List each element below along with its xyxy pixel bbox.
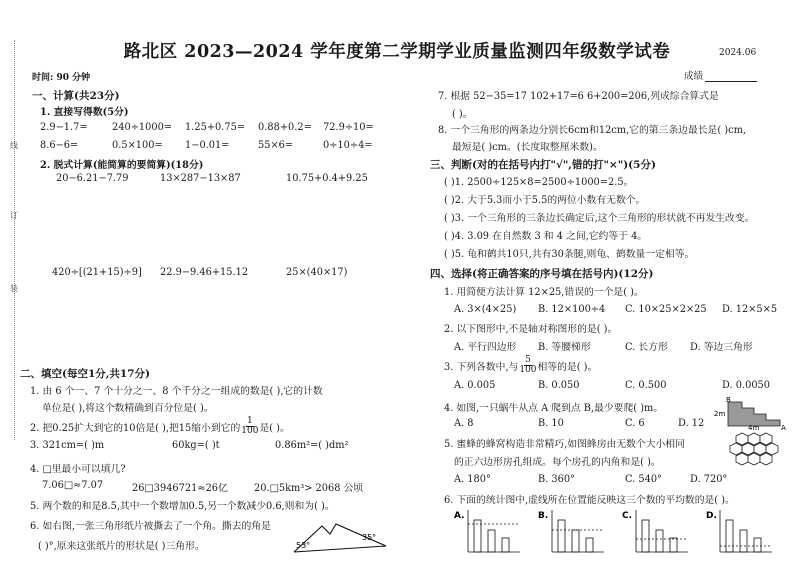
- choice-q3-text-a: 3. 下列各数中,与: [444, 361, 519, 373]
- fill-q1-line2: 单位是( ),将这个数精确到百分位是( )。: [42, 403, 214, 414]
- chart-c-label: C.: [622, 511, 633, 521]
- calc-1-4: 0.88+0.2=: [258, 122, 312, 133]
- exam-title: 路北区 2023—2024 学年度第二学期学业质量监测四年级数学试卷: [123, 42, 671, 62]
- score-field: [684, 68, 757, 82]
- choice-q1: 1. 用简便方法计算 12×25,错误的一个是( )。: [444, 287, 644, 298]
- choice-q2-a: A. 平行四边形: [454, 342, 517, 353]
- exam-time: 时间: 90 分钟: [32, 73, 91, 83]
- chart-option-d: [706, 510, 772, 552]
- chart-d-label: D.: [706, 511, 717, 521]
- choice-q5-line1: 5. 蜜蜂的蜂窝构造非常精巧,如图蜂房由无数个大小相同: [444, 439, 685, 450]
- s1-q1-heading: 1. 直接写得数(5分): [40, 107, 129, 118]
- fill-q6-line1: 6. 如右图,一张三角形纸片被撕去了一个角。撕去的角是: [30, 521, 271, 532]
- fraction-5-100: [519, 356, 536, 375]
- fill-q3-c: 0.86m²=( )dm²: [275, 440, 349, 451]
- calc-1-5: 72.9÷10=: [323, 122, 374, 133]
- calc-1-1: 2.9−1.7=: [40, 122, 88, 133]
- fill-q5: 5. 两个数的和是8.5,其中一个数增加0.5,另一个数减少0.6,则和为( )。: [30, 501, 335, 512]
- score-blank[interactable]: [705, 71, 757, 82]
- choice-q3-b: B. 0.050: [538, 380, 580, 391]
- chart-a-label: A.: [454, 511, 465, 521]
- calc-1-3: 1.25+0.75=: [185, 122, 246, 133]
- exam-date: 2024.06: [719, 48, 757, 58]
- fill-q4-item3: 20.□5km³> 2068 公顷: [254, 483, 364, 494]
- expr-2-2: 22.9−9.46+15.12: [160, 267, 249, 278]
- choice-q3: [444, 356, 597, 375]
- angle-35-label: 35°: [362, 533, 377, 542]
- fill-q2: [30, 417, 290, 436]
- fill-q1-line1: 1. 由 6 个一、7 个十分之一、8 个千分之一组成的数是( ),它的计数: [30, 386, 323, 397]
- expr-2-3: 25×(40×17): [286, 267, 348, 278]
- calc-2-1: 8.6−6=: [40, 140, 79, 151]
- calc-2-4: 55×6=: [258, 140, 294, 151]
- binding-margin-line: [14, 40, 15, 440]
- expr-2-1: 420÷[(21+15)÷9]: [52, 267, 142, 278]
- honeycomb-figure: [722, 432, 780, 474]
- choice-q2-d: D. 等边三角形: [690, 342, 753, 353]
- fill-q4-item1: 7.06□≈7.07: [42, 480, 104, 491]
- fill-q8-line2: 最短是( )cm。(长度取整厘米数)。: [452, 142, 603, 153]
- torn-triangle-figure: [290, 520, 390, 556]
- stairs-width-label: 4m: [748, 424, 760, 430]
- judge-5: ( )5. 龟和鹤共10只,共有30条腿,则龟、鹤数量一定相等。: [444, 249, 695, 260]
- stairs-height-label: 2m: [714, 410, 726, 418]
- expr-1-3: 10.75+0.4+9.25: [286, 173, 368, 184]
- choice-q2-b: B. 等腰梯形: [538, 342, 591, 353]
- calc-2-5: 0÷10÷4=: [323, 140, 373, 151]
- choice-q2-c: C. 长方形: [625, 342, 668, 353]
- choice-q5-line2: 的正六边形房孔组成。每个房孔的内角和是( )。: [454, 457, 661, 468]
- section-3-heading: 三、判断(对的在括号内打"√",错的打"×")(5分): [430, 159, 656, 171]
- chart-option-c: [622, 510, 688, 552]
- choice-q4-a: A. 8: [454, 418, 474, 429]
- fraction-denominator: 100: [519, 365, 537, 375]
- margin-mark-order: 订: [10, 211, 18, 220]
- fraction-numerator: 5: [525, 355, 531, 365]
- chart-option-b: [538, 510, 604, 552]
- fill-q2-text-a: 2. 把0.25扩大到它的10倍是( ),把15缩小到它的: [30, 422, 241, 434]
- fill-q3-a: 3. 321cm=( )m: [30, 440, 105, 451]
- point-b-label: B: [726, 396, 731, 404]
- fill-q6-line2: ( )°,原来这张纸片的形状是( )三角形。: [38, 541, 205, 552]
- calc-2-3: 1−0.01=: [185, 140, 230, 151]
- chart-b-label: B.: [538, 511, 549, 521]
- fraction-1-100: [241, 417, 258, 436]
- calc-2-2: 0.5×100=: [112, 140, 163, 151]
- point-a-label: A: [781, 424, 786, 430]
- calc-1-2: 240÷1000=: [112, 122, 173, 133]
- margin-mark-line: 线: [10, 141, 18, 150]
- judge-3: ( )3. 一个三角形的三条边长确定后,这个三角形的形状就不再发生改变。: [444, 213, 755, 224]
- choice-q5-b: B. 360°: [538, 474, 576, 485]
- expr-1-2: 13×287−13×87: [160, 173, 241, 184]
- judge-2: ( )2. 大于5.3而小于5.5的两位小数有无数个。: [444, 195, 646, 206]
- choice-q5-c: C. 540°: [625, 474, 662, 485]
- margin-mark-bind: 装: [10, 284, 18, 293]
- choice-q3-c: C. 0.500: [625, 380, 667, 391]
- choice-q5-d: D. 720°: [690, 474, 728, 485]
- fill-q2-text-b: 是( )。: [259, 422, 290, 434]
- fill-q7-line1: 7. 根据 52−35=17 102+17=6 6+200=206,列成综合算式是: [438, 91, 719, 102]
- choice-q3-d: D. 0.0050: [722, 380, 771, 391]
- expr-1-1: 20−6.21−7.79: [56, 173, 129, 184]
- fraction-denominator: 100: [241, 426, 259, 436]
- choice-q1-d: D. 12×5×5: [722, 304, 778, 315]
- section-4-heading: 四、选择(将正确答案的序号填在括号内)(12分): [430, 268, 654, 280]
- choice-q6: 6. 下面的统计图中,虚线所在位置能反映这三个数的平均数的是( )。: [444, 495, 735, 506]
- choice-q4-b: B. 10: [538, 418, 564, 429]
- choice-q3-text-b: 相等的是( )。: [537, 361, 598, 373]
- snail-stairs-figure: [712, 396, 788, 430]
- choice-q1-b: B. 12×100÷4: [538, 304, 606, 315]
- fraction-numerator: 1: [246, 416, 253, 426]
- fill-q7-line2: ( )。: [452, 109, 473, 120]
- judge-1: ( )1. 2500÷125×8=2500÷1000=2.5。: [444, 177, 634, 188]
- section-2-heading: 二、填空(每空1分,共17分): [20, 368, 151, 380]
- choice-q5-a: A. 180°: [454, 474, 491, 485]
- fill-q4: 4. □里最小可以填几?: [30, 464, 126, 475]
- judge-4: ( )4. 3.09 在自然数 3 和 4 之间,它约等于 4。: [444, 231, 648, 242]
- fill-q3-b: 60kg=( )t: [172, 440, 220, 451]
- choice-q4-c: C. 6: [625, 418, 645, 429]
- fill-q8-line1: 8. 一个三角形的两条边分别长6cm和12cm,它的第三条边最长是( )cm,: [438, 125, 747, 136]
- section-1-heading: 一、计算(共23分): [32, 90, 120, 102]
- choice-q4-d: D. 12: [678, 418, 705, 429]
- choice-q2: 2. 以下图形中,不是轴对称图形的是( )。: [444, 324, 618, 335]
- s1-q2-heading: 2. 脱式计算(能简算的要简算)(18分): [40, 160, 204, 171]
- fill-q4-item2: 26□3946721≈26亿: [132, 483, 228, 494]
- choice-q1-a: A. 3×(4×25): [454, 304, 517, 315]
- score-label: 成绩: [684, 71, 704, 82]
- chart-option-a: [454, 510, 520, 552]
- choice-q4: 4. 如图,一只蜗牛从点 A 爬到点 B,最少要爬( )m。: [444, 403, 664, 414]
- angle-53-label: 53°: [296, 541, 311, 550]
- average-bar-charts: [452, 506, 788, 558]
- choice-q1-c: C. 10×25×2×25: [625, 304, 707, 315]
- choice-q3-a: A. 0.005: [454, 380, 496, 391]
